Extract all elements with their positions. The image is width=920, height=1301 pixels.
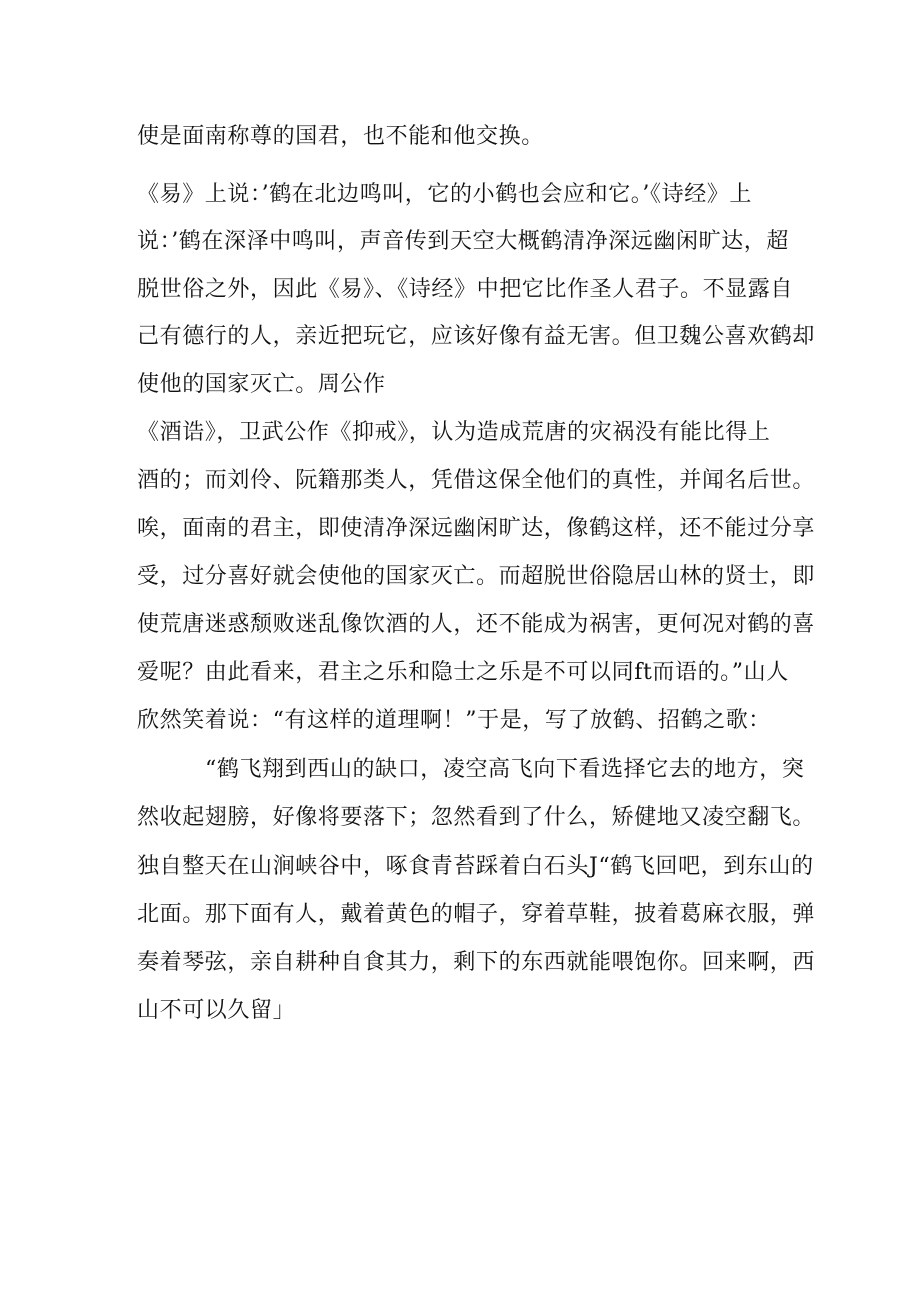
- text-line-15: 然收起翅膀，好像将要落下；忽然看到了什么，矫健地又凌空翻飞。: [137, 805, 816, 830]
- text-line-5: 己有德行的人，亲近把玩它，应该好像有益无害。但卫魏公喜欢鹤却: [137, 324, 816, 349]
- text-line-14: “鹤飞翔到西山的缺口，凌空高飞向下看选择它去的地方，突: [205, 757, 805, 782]
- text-line-12: 爱呢？由此看来，君主之乐和隐士之乐是不可以同ft而语的。”山人: [137, 660, 789, 685]
- text-line-9: 唉，面南的君主，即使清净深远幽闲旷达，像鹤这样，还不能过分享: [137, 516, 816, 541]
- text-line-17: 北面。那下面有人，戴着黄色的帽子，穿着草鞋，披着葛麻衣服，弹: [137, 902, 816, 927]
- text-line-1: 使是面南称尊的国君，也不能和他交换。: [137, 124, 544, 149]
- text-line-3: 说：’鹤在深泽中鸣叫，声音传到天空大概鹤清净深远幽闲旷达，超: [137, 229, 789, 254]
- text-line-7: 《酒诰》，卫武公作《抑戒》，认为造成荒唐的灾祸没有能比得上: [137, 420, 771, 445]
- text-line-6: 使他的国家灭亡。周公作: [137, 372, 386, 397]
- text-line-10: 受，过分喜好就会使他的国家灭亡。而超脱世俗隐居山林的贤士，即: [137, 564, 816, 589]
- text-line-4: 脱世俗之外，因此《易》、《诗经》中把它比作圣人君子。不显露自: [137, 277, 794, 302]
- text-line-16: 独自整天在山涧峡谷中，啄食青苔踩着白石头J“鹤飞回吧，到东山的: [137, 854, 814, 879]
- text-line-19: 山不可以久留」: [137, 998, 296, 1023]
- text-line-13: 欣然笑着说：“有这样的道理啊！”于是，写了放鹤、招鹤之歌：: [137, 708, 771, 733]
- text-line-8: 酒的；而刘伶、阮籍那类人，凭借这保全他们的真性，并闻名后世。: [137, 468, 816, 493]
- text-line-11: 使荒唐迷惑颓败迷乱像饮酒的人，还不能成为祸害，更何况对鹤的喜: [137, 612, 816, 637]
- text-line-18: 奏着琴弦，亲自耕种自食其力，剩下的东西就能喂饱你。回来啊，西: [137, 950, 816, 975]
- text-line-2: 《易》上说：’鹤在北边鸣叫，它的小鹤也会应和它。’《诗经》上: [137, 182, 752, 207]
